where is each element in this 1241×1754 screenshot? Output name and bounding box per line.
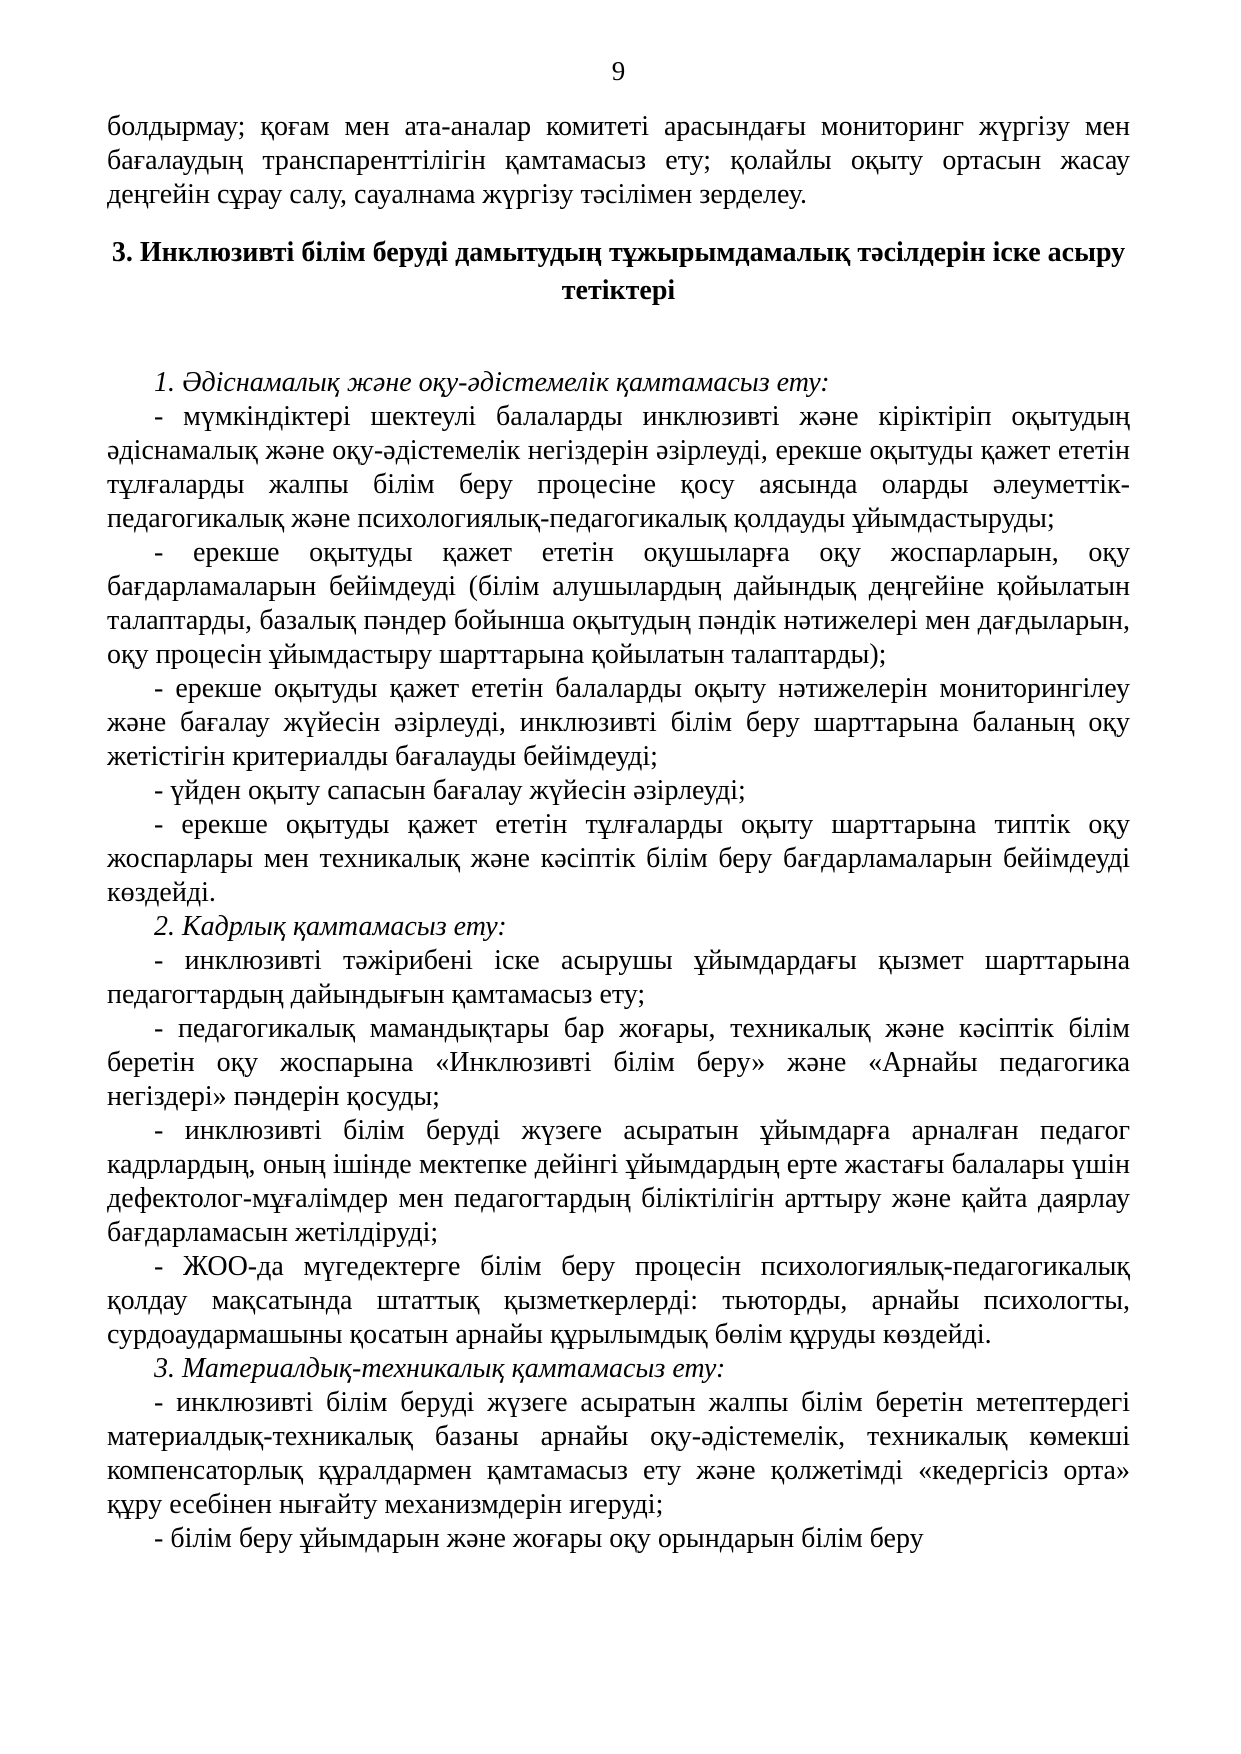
list-item-truncated: - білім беру ұйымдарын және жоғары оқу орындарын білім беру — [154, 1523, 924, 1554]
list-item: - педагогикалық мамандықтары бар жоғары, техникалық және кәсіптік білім беретін оқу жоспарына «Инклюзивті білім беру» және «Арнайы педагогика негіздері» пәндерін қосуды; — [107, 1013, 1130, 1112]
list-item: - ерекше оқытуды қажет ететін тұлғаларды оқыту шарттарына типтік оқу жоспарлары мен техникалық және кәсіптік білім беру бағдарламаларын бейімдеуді көздейді. — [107, 809, 1130, 908]
list-item: - ЖОО-да мүгедектерге білім беру процесін психологиялық-педагогикалық қолдау мақсатында штаттық қызметкерлерді: тьюторды, арнайы психологты, сурдоаудармашыны қосатын арнайы құрылымдық бөлім құруды көздейді. — [107, 1251, 1130, 1350]
list-item: - ерекше оқытуды қажет ететін оқушыларға оқу жоспарларын, оқу бағдарламаларын бейімдеуді (білім алушылардың дайындық деңгейіне қойылатын талаптарды, базалық пәндер бойынша оқытудың пәндік нәтижелері мен дағдыларын, оқу процесін ұйымдастыру шарттарына қойылатын талаптарды); — [107, 537, 1130, 670]
subsection-heading-methodological: 1. Әдіснамалық және оқу-әдістемелік қамтамасыз ету: — [154, 367, 830, 398]
subsection-heading-material-technical: 3. Материалдық-техникалық қамтамасыз ету: — [154, 1353, 726, 1384]
subsection-heading-staffing: 2. Кадрлық қамтамасыз ету: — [154, 911, 507, 942]
list-item: - мүмкіндіктері шектеулі балаларды инклюзивті және кіріктіріп оқытудың әдіснамалық және оқу-әдістемелік негіздерін әзірлеуді, ерекше оқытуды қажет ететін тұлғаларды жалпы білім беру процесіне қосу аясында оларды әлеуметтік-педагогикалық және психологиялық-педагогикалық қолдауды ұйымдастыруды; — [107, 401, 1130, 534]
page-number: 9 — [611, 56, 626, 86]
list-item: - үйден оқыту сапасын бағалау жүйесін әзірлеуді; — [154, 775, 746, 806]
list-item: - ерекше оқытуды қажет ететін балаларды оқыту нәтижелерін мониторингілеу және бағалау жүйесін әзірлеуді, инклюзивті білім беру шарттарына баланың оқу жетістігін критериалды бағалауды бейімдеуді; — [107, 673, 1130, 772]
list-item: - инклюзивті тәжірибені іске асырушы ұйымдардағы қызмет шарттарына педагогтардың дайындығын қамтамасыз ету; — [107, 945, 1130, 1010]
list-item: - инклюзивті білім беруді жүзеге асыратын жалпы білім беретін метептердегі материалдық-техникалық базаны арнайы оқу-әдістемелік, техникалық көмекші компенсаторлық құралдармен қамтамасыз ету және қолжетімді «кедергісіз орта» құру есебінен нығайту механизмдерін игеруді; — [107, 1387, 1130, 1520]
continuation-paragraph: болдырмау; қоғам мен ата-аналар комитеті арасындағы мониторинг жүргізу мен бағалаудың транспаренттілігін қамтамасыз ету; қолайлы оқыту ортасын жасау деңгейін сұрау салу, сауалнама жүргізу тәсілімен зерделеу. — [107, 111, 1130, 210]
section-heading: 3. Инклюзивті білім беруді дамытудың тұжырымдамалық тәсілдерін іске асыру тетіктері — [111, 237, 1126, 306]
list-item: - инклюзивті білім беруді жүзеге асыратын ұйымдарға арналған педагог кадрлардың, оның ішінде мектепке дейінгі ұйымдардың ерте жастағы балалары үшін дефектолог-мұғалімдер мен педагогтардың біліктілігін арттыру және қайта даярлау бағдарламасын жетілдіруді; — [107, 1115, 1130, 1248]
